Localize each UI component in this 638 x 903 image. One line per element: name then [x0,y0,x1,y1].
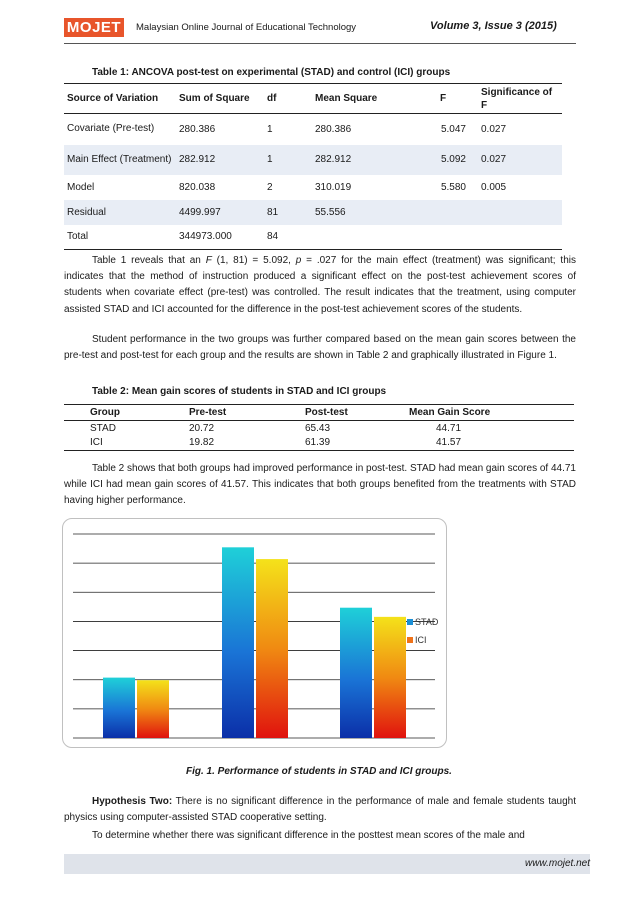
table-cell: 2 [267,181,273,193]
mean-gain-table [64,404,574,451]
col-header: Sum of Square [176,84,264,114]
hypothesis-text: There is no significant difference in the performance of male and female students taught physics using computer-assisted STAD cooperative setting. [64,796,577,824]
bar-stad-post-test [222,547,254,738]
table-cell: 81 [264,200,312,225]
col-header: F [408,84,478,114]
table-cell: 280.386 [179,123,216,135]
paragraph-table2-results: Table 2 shows that both groups had improved performance in post-test. STAD had mean gain scores of 44.71 while ICI had mean gain scores of 41.57. This indicates that both groups benefited from the treatments with STAD having higher performance. [64,463,576,507]
table-header-row [64,84,562,114]
table-cell: Covariate (Pre-test) [67,123,155,135]
volume-issue: Volume 3, Issue 3 (2015) [430,20,557,32]
table-cell: 1 [267,123,273,135]
table-cell: 310.019 [315,181,352,193]
legend-label-stad: STAD [415,617,439,627]
col-header: Group [64,405,186,421]
table-cell: 1 [264,145,312,175]
table-cell: Residual [64,200,176,225]
bar-ici-pre-test [137,680,169,738]
table-row [64,436,574,451]
col-header: Post-test [302,405,406,421]
paragraph-table1-results: Table 1 reveals that an F (1, 81) = 5.092, p = .027 for the main effect (treatment) was significant; this indicates that the method of instruction produced a significant effect on the post-test achievement scores of students when covariate effect (pre-test) was controlled. The result indicates that the treatment, using computer assisted STAD and ICI accounted for the difference in the post-test achievement scores of the students. [64,255,576,315]
col-header: Mean Gain Score [406,405,574,421]
figure-caption: Fig. 1. Performance of students in STAD and ICI groups. [186,766,452,777]
table-row [64,200,562,225]
table-row [64,225,562,250]
table-header-row [64,405,574,421]
paragraph-mean-gain-intro: Student performance in the two groups was further compared based on the mean gain scores between the pre-test and post-test for each group and the results are shown in Table 2 and graphically illustrated in Figure 1. [64,334,576,362]
table-cell: 41.57 [406,436,574,451]
table-cell: 65.43 [305,422,331,434]
footer-bar [64,854,590,874]
col-header: Pre-test [186,405,302,421]
table-cell [478,225,562,250]
table-cell: 4499.997 [176,200,264,225]
table2-caption: Table 2: Mean gain scores of students in STAD and ICI groups [92,386,387,397]
table-cell: Model [67,181,95,193]
legend-label-ici: ICI [415,635,427,645]
table-cell: Main Effect (Treatment) [64,145,176,175]
bar-stad-mean-gain-score [340,608,372,738]
table-cell: 44.71 [436,422,462,434]
table-cell: 61.39 [302,436,406,451]
header-divider [64,43,576,44]
table-cell: 20.72 [189,422,215,434]
table-cell [312,225,408,250]
bar-ici-post-test [256,559,288,738]
table-cell [478,200,562,225]
table1-caption: Table 1: ANCOVA post-test on experimental (STAD) and control (ICI) groups [92,67,451,78]
table-cell: 282.912 [176,145,264,175]
legend-swatch-stad [407,619,413,625]
table-cell: 280.386 [315,123,352,135]
table-cell [408,225,478,250]
paragraph-gender-intro: To determine whether there was significant difference in the posttest mean scores of the male and [92,830,525,841]
table-cell: 5.092 [408,145,478,175]
journal-logo: MOJET [64,18,124,37]
journal-name: Malaysian Online Journal of Educational Technology [136,22,357,33]
col-header: Significance of F [478,84,562,114]
table-cell: 55.556 [312,200,408,225]
table-row [64,421,574,436]
table-cell: 0.005 [481,181,507,193]
table-row [64,145,562,175]
table-cell: 84 [264,225,312,250]
performance-bar-chart [63,519,448,749]
table-cell: ICI [64,436,186,451]
bar-ici-mean-gain-score [374,617,406,738]
table-cell: 5.047 [440,123,466,135]
table-row [64,175,562,200]
col-header: Mean Square [312,84,408,114]
paragraph-hypothesis-two [64,794,576,826]
table-cell: 0.027 [481,123,507,135]
bar-stad-pre-test [103,678,135,738]
col-header: df [264,84,312,114]
col-header: Source of Variation [64,84,176,114]
footer-url: www.mojet.net [524,858,590,869]
hypothesis-label: Hypothesis Two: [92,796,173,807]
table-cell: 19.82 [186,436,302,451]
table-cell: 820.038 [179,181,216,193]
legend-swatch-ici [407,637,413,643]
table-cell: Total [64,225,176,250]
table-cell [408,200,478,225]
table-cell: 282.912 [312,145,408,175]
table-cell: 344973.000 [176,225,264,250]
table-cell: 5.580 [440,181,466,193]
table-row [64,114,562,145]
chart-frame [62,518,447,748]
ancova-table [64,83,562,250]
table-cell: 0.027 [478,145,562,175]
table-cell: STAD [90,422,116,434]
